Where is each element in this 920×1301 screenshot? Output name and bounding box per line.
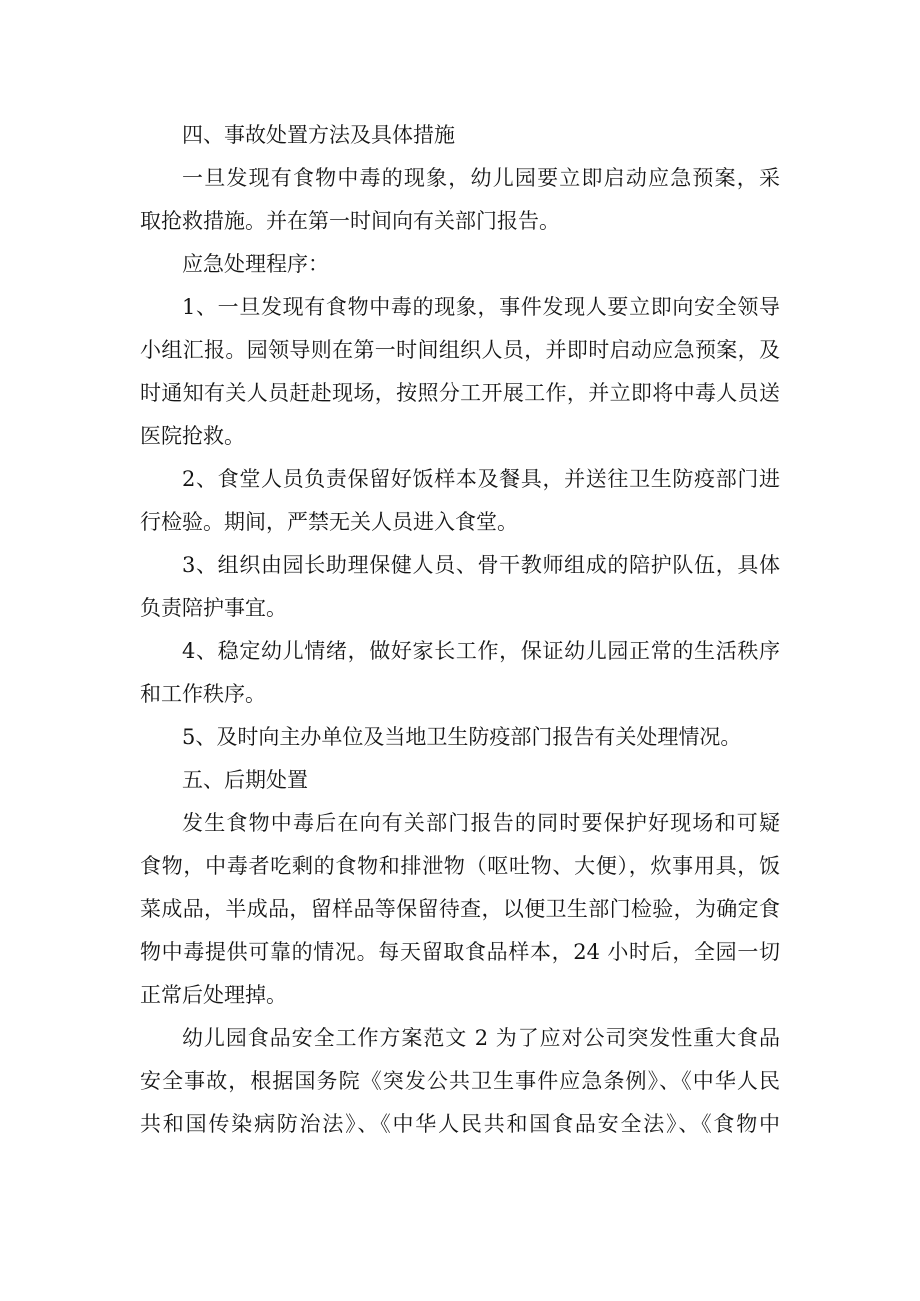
- text-line: 发生食物中毒后在向有关部门报告的同时要保护好现场和可疑: [182, 811, 780, 835]
- text-line: 安全事故，根据国务院《突发公共卫生事件应急条例》、《中华人民: [140, 1069, 780, 1093]
- text-line: 共和国传染病防治法》、《中华人民共和国食品安全法》、《食物中: [140, 1112, 780, 1136]
- text-line: 2、食堂人员负责保留好饭样本及餐具，并送往卫生防疫部门进: [182, 467, 780, 491]
- text-line: 幼儿园食品安全工作方案范文 2 为了应对公司突发性重大食品: [182, 1026, 780, 1050]
- text-line: 食物，中毒者吃剩的食物和排泄物（呕吐物、大便），炊事用具，饭: [140, 854, 780, 878]
- text-line: 菜成品，半成品，留样品等保留待查，以便卫生部门检验，为确定食: [140, 897, 780, 921]
- section-heading: [140, 114, 780, 157]
- text-line: 负责陪护事宜。: [140, 596, 287, 620]
- text-line: 3、组织由园长助理保健人员、骨干教师组成的陪护队伍，具体: [182, 553, 780, 577]
- text-line: 1、一旦发现有食物中毒的现象，事件发现人要立即向安全领导: [182, 295, 780, 319]
- list-item: [140, 630, 780, 716]
- text-line: 5、及时向主办单位及当地卫生防疫部门报告有关处理情况。: [182, 725, 742, 749]
- document-body: [140, 114, 780, 1146]
- text-line: 时通知有关人员赶赴现场，按照分工开展工作，并立即将中毒人员送: [140, 381, 780, 405]
- text-line: 行检验。期间，严禁无关人员进入食堂。: [140, 510, 518, 534]
- text-line: 五、后期处置: [182, 768, 308, 792]
- list-item: [140, 286, 780, 458]
- text-line: 取抢救措施。并在第一时间向有关部门报告。: [140, 209, 560, 233]
- list-item: [140, 458, 780, 544]
- section-heading: [140, 759, 780, 802]
- text-line: 小组汇报。园领导则在第一时间组织人员，并即时启动应急预案，及: [140, 338, 780, 362]
- text-line: 医院抢救。: [140, 424, 245, 448]
- paragraph: [140, 802, 780, 1017]
- text-line: 物中毒提供可靠的情况。每天留取食品样本，24 小时后，全园一切: [140, 940, 780, 964]
- list-item: [140, 716, 780, 759]
- text-line: 四、事故处置方法及具体措施: [182, 123, 455, 147]
- text-line: 正常后处理掉。: [140, 983, 287, 1007]
- paragraph: [140, 1017, 780, 1146]
- text-line: 应急处理程序：: [182, 252, 329, 276]
- list-item: [140, 544, 780, 630]
- text-line: 4、稳定幼儿情绪，做好家长工作，保证幼儿园正常的生活秩序: [182, 639, 780, 663]
- paragraph: [140, 157, 780, 243]
- text-line: 一旦发现有食物中毒的现象，幼儿园要立即启动应急预案，采: [182, 166, 780, 190]
- paragraph: [140, 243, 780, 286]
- text-line: 和工作秩序。: [140, 682, 266, 706]
